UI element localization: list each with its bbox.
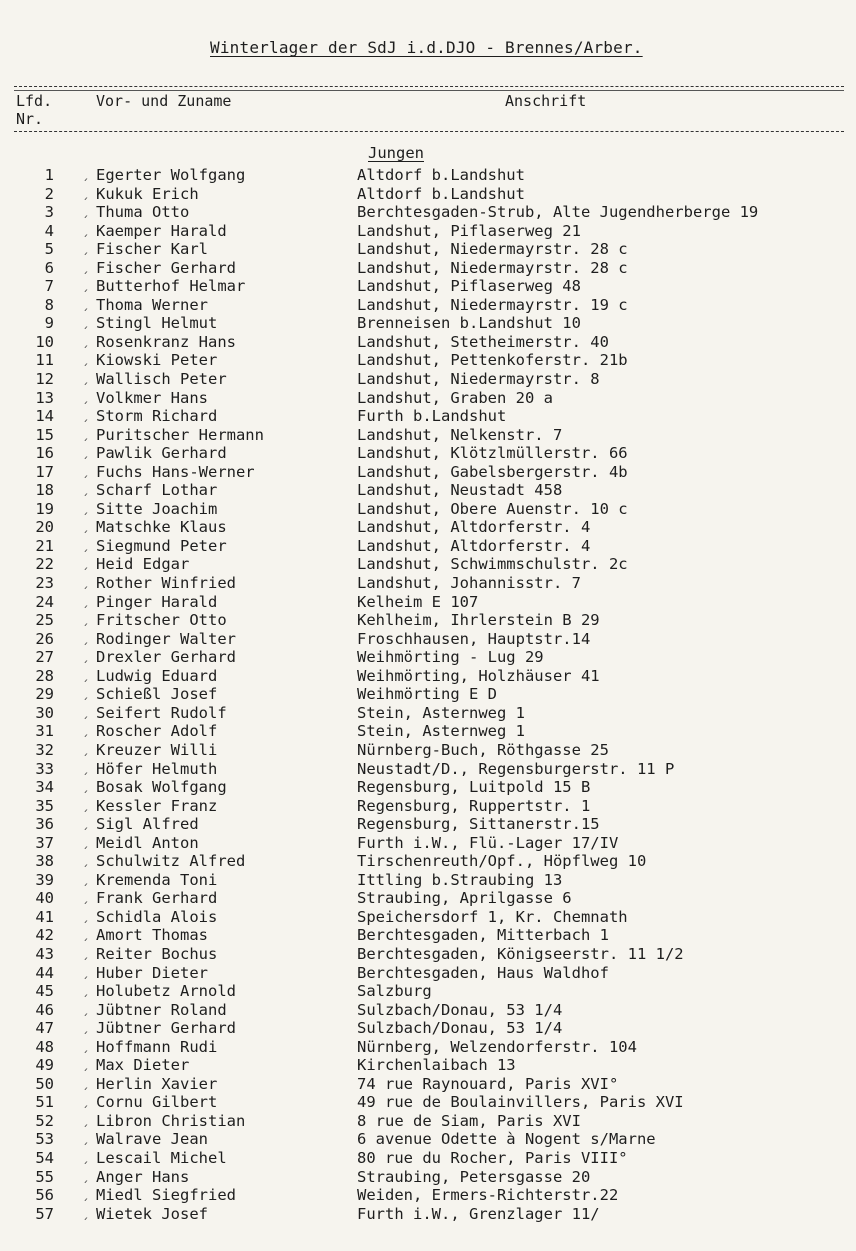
- row-number: 11: [35, 351, 54, 370]
- list-item: [0, 593, 856, 612]
- row-number: 3: [44, 203, 54, 222]
- handwritten-tick-icon: ˏ: [82, 852, 90, 868]
- list-item: [0, 834, 856, 853]
- list-item: [0, 1075, 856, 1094]
- row-number: 37: [35, 833, 54, 852]
- handwritten-tick-icon: ˏ: [82, 574, 90, 590]
- handwritten-tick-icon: ˏ: [82, 963, 90, 979]
- row-address: Berchtesgaden, Königseerstr. 11 1/2: [357, 944, 684, 963]
- row-address: Tirschenreuth/Opf., Höpflweg 10: [357, 852, 647, 871]
- roster-list: [0, 166, 856, 1223]
- handwritten-tick-icon: ˏ: [82, 462, 90, 478]
- row-name: Fuchs Hans-Werner: [96, 462, 255, 481]
- row-number: 6: [44, 258, 54, 277]
- row-address: Speichersdorf 1, Kr. Chemnath: [357, 907, 628, 926]
- row-name: Kukuk Erich: [96, 184, 199, 203]
- row-address: 80 rue du Rocher, Paris VIII°: [357, 1148, 628, 1167]
- row-address: Berchtesgaden, Mitterbach 1: [357, 926, 609, 945]
- list-item: [0, 222, 856, 241]
- row-number: 52: [35, 1111, 54, 1130]
- list-item: [0, 1168, 856, 1187]
- handwritten-tick-icon: ˏ: [82, 1019, 90, 1035]
- handwritten-tick-icon: ˏ: [82, 277, 90, 293]
- handwritten-tick-icon: ˏ: [82, 722, 90, 738]
- list-item: [0, 1130, 856, 1149]
- list-item: [0, 1205, 856, 1224]
- row-name: Frank Gerhard: [96, 889, 218, 908]
- row-number: 23: [35, 574, 54, 593]
- row-number: 8: [44, 295, 54, 314]
- row-address: Weiden, Ermers-Richterstr.22: [357, 1186, 619, 1205]
- handwritten-tick-icon: ˏ: [82, 592, 90, 608]
- row-name: Anger Hans: [96, 1167, 190, 1186]
- row-address: Altdorf b.Landshut: [357, 166, 525, 184]
- row-address: Froschhausen, Hauptstr.14: [357, 629, 591, 648]
- row-number: 43: [35, 944, 54, 963]
- row-number: 34: [35, 778, 54, 797]
- row-name: Walrave Jean: [96, 1130, 208, 1149]
- row-address: Landshut, Stetheimerstr. 40: [357, 332, 609, 351]
- row-name: Sigl Alfred: [96, 815, 199, 834]
- row-number: 30: [35, 703, 54, 722]
- row-number: 38: [35, 852, 54, 871]
- row-number: 56: [35, 1186, 54, 1205]
- handwritten-tick-icon: ˏ: [82, 889, 90, 905]
- row-name: Meidl Anton: [96, 833, 199, 852]
- row-name: Seifert Rudolf: [96, 703, 227, 722]
- handwritten-tick-icon: ˏ: [82, 1074, 90, 1090]
- list-item: [0, 185, 856, 204]
- row-name: Thoma Werner: [96, 295, 208, 314]
- row-number: 50: [35, 1074, 54, 1093]
- list-item: [0, 685, 856, 704]
- row-number: 13: [35, 388, 54, 407]
- list-item: [0, 1001, 856, 1020]
- row-name: Egerter Wolfgang: [96, 166, 246, 184]
- row-address: Kehlheim, Ihrlerstein B 29: [357, 611, 600, 630]
- row-number: 17: [35, 462, 54, 481]
- handwritten-tick-icon: ˏ: [82, 629, 90, 645]
- row-number: 40: [35, 889, 54, 908]
- list-item: [0, 871, 856, 890]
- row-number: 21: [35, 536, 54, 555]
- row-address: Landshut, Nelkenstr. 7: [357, 425, 563, 444]
- list-item: [0, 203, 856, 222]
- row-address: Landshut, Niedermayrstr. 28 c: [357, 258, 628, 277]
- list-item: [0, 648, 856, 667]
- list-item: [0, 314, 856, 333]
- row-address: 49 rue de Boulainvillers, Paris XVI: [357, 1093, 684, 1112]
- handwritten-tick-icon: ˏ: [82, 796, 90, 812]
- handwritten-tick-icon: ˏ: [82, 351, 90, 367]
- row-name: Amort Thomas: [96, 926, 208, 945]
- row-name: Roscher Adolf: [96, 722, 218, 741]
- row-name: Rodinger Walter: [96, 629, 236, 648]
- row-address: Weihmörting - Lug 29: [357, 648, 544, 667]
- row-number: 35: [35, 796, 54, 815]
- list-item: [0, 889, 856, 908]
- row-number: 22: [35, 555, 54, 574]
- row-address: Landshut, Piflaserweg 48: [357, 277, 581, 296]
- row-address: Landshut, Pettenkoferstr. 21b: [357, 351, 628, 370]
- row-number: 5: [44, 240, 54, 259]
- list-item: [0, 982, 856, 1001]
- row-name: Ludwig Eduard: [96, 666, 218, 685]
- list-item: [0, 1093, 856, 1112]
- list-item: [0, 1186, 856, 1205]
- row-address: Kelheim E 107: [357, 592, 479, 611]
- row-address: Salzburg: [357, 982, 432, 1001]
- header-rule-top: [14, 86, 844, 87]
- row-address: Nürnberg-Buch, Röthgasse 25: [357, 740, 609, 759]
- row-name: Drexler Gerhard: [96, 648, 236, 667]
- list-item: [0, 370, 856, 389]
- list-item: [0, 1019, 856, 1038]
- handwritten-tick-icon: ˏ: [82, 370, 90, 386]
- row-address: Landshut, Johannisstr. 7: [357, 574, 581, 593]
- handwritten-tick-icon: ˏ: [82, 314, 90, 330]
- row-name: Schulwitz Alfred: [96, 852, 246, 871]
- row-number: 12: [35, 370, 54, 389]
- row-number: 16: [35, 444, 54, 463]
- row-address: 74 rue Raynouard, Paris XVI°: [357, 1074, 619, 1093]
- row-name: Cornu Gilbert: [96, 1093, 218, 1112]
- row-name: Butterhof Helmar: [96, 277, 246, 296]
- handwritten-tick-icon: ˏ: [82, 1111, 90, 1127]
- handwritten-tick-icon: ˏ: [82, 1167, 90, 1183]
- row-name: Fischer Karl: [96, 240, 208, 259]
- row-address: Landshut, Niedermayrstr. 28 c: [357, 240, 628, 259]
- row-number: 19: [35, 499, 54, 518]
- row-name: Holubetz Arnold: [96, 982, 236, 1001]
- list-item: [0, 964, 856, 983]
- row-address: Landshut, Neustadt 458: [357, 481, 563, 500]
- row-address: Landshut, Gabelsbergerstr. 4b: [357, 462, 628, 481]
- handwritten-tick-icon: ˏ: [82, 295, 90, 311]
- list-item: [0, 555, 856, 574]
- row-number: 15: [35, 425, 54, 444]
- list-item: [0, 574, 856, 593]
- handwritten-tick-icon: ˏ: [82, 240, 90, 256]
- row-address: Landshut, Klötzlmüllerstr. 66: [357, 444, 628, 463]
- row-name: Puritscher Hermann: [96, 425, 264, 444]
- row-number: 29: [35, 685, 54, 704]
- list-item: [0, 1149, 856, 1168]
- row-number: 10: [35, 332, 54, 351]
- column-header-nr: Nr.: [16, 110, 44, 128]
- handwritten-tick-icon: ˏ: [82, 1037, 90, 1053]
- row-number: 39: [35, 870, 54, 889]
- row-name: Wallisch Peter: [96, 370, 227, 389]
- row-number: 57: [35, 1204, 54, 1223]
- header-rule-bottom: [14, 131, 844, 132]
- handwritten-tick-icon: ˏ: [82, 759, 90, 775]
- row-address: Furth b.Landshut: [357, 407, 507, 426]
- row-address: Landshut, Schwimmschulstr. 2c: [357, 555, 628, 574]
- row-number: 2: [44, 184, 54, 203]
- row-address: Berchtesgaden-Strub, Alte Jugendherberge 19: [357, 203, 759, 222]
- row-name: Fischer Gerhard: [96, 258, 236, 277]
- list-item: [0, 518, 856, 537]
- row-address: Furth i.W., Flü.-Lager 17/IV: [357, 833, 619, 852]
- row-name: Kiowski Peter: [96, 351, 218, 370]
- handwritten-tick-icon: ˏ: [82, 1093, 90, 1109]
- list-item: [0, 741, 856, 760]
- handwritten-tick-icon: ˏ: [82, 778, 90, 794]
- row-name: Huber Dieter: [96, 963, 208, 982]
- list-item: [0, 908, 856, 927]
- row-name: Pawlik Gerhard: [96, 444, 227, 463]
- row-address: Straubing, Aprilgasse 6: [357, 889, 572, 908]
- row-number: 25: [35, 611, 54, 630]
- row-number: 31: [35, 722, 54, 741]
- row-name: Hoffmann Rudi: [96, 1037, 218, 1056]
- row-address: Weihmörting E D: [357, 685, 497, 704]
- row-number: 48: [35, 1037, 54, 1056]
- handwritten-tick-icon: ˏ: [82, 203, 90, 219]
- row-number: 9: [44, 314, 54, 333]
- list-item: [0, 667, 856, 686]
- row-name: Stingl Helmut: [96, 314, 218, 333]
- row-name: Höfer Helmuth: [96, 759, 218, 778]
- row-number: 20: [35, 518, 54, 537]
- list-item: [0, 778, 856, 797]
- handwritten-tick-icon: ˏ: [82, 1056, 90, 1072]
- handwritten-tick-icon: ˏ: [82, 982, 90, 998]
- list-item: [0, 407, 856, 426]
- handwritten-tick-icon: ˏ: [82, 518, 90, 534]
- row-name: Volkmer Hans: [96, 388, 208, 407]
- row-number: 49: [35, 1056, 54, 1075]
- handwritten-tick-icon: ˏ: [82, 166, 90, 181]
- row-address: Regensburg, Sittanerstr.15: [357, 815, 600, 834]
- row-number: 51: [35, 1093, 54, 1112]
- list-item: [0, 426, 856, 445]
- list-item: [0, 815, 856, 834]
- handwritten-tick-icon: ˏ: [82, 833, 90, 849]
- row-name: Jübtner Roland: [96, 1000, 227, 1019]
- row-address: Landshut, Niedermayrstr. 19 c: [357, 295, 628, 314]
- row-name: Bosak Wolfgang: [96, 778, 227, 797]
- row-name: Kreuzer Willi: [96, 740, 218, 759]
- list-item: [0, 481, 856, 500]
- handwritten-tick-icon: ˏ: [82, 740, 90, 756]
- handwritten-tick-icon: ˏ: [82, 332, 90, 348]
- row-address: Regensburg, Luitpold 15 B: [357, 778, 591, 797]
- row-address: Stein, Asternweg 1: [357, 722, 525, 741]
- list-item: [0, 760, 856, 779]
- row-number: 42: [35, 926, 54, 945]
- row-address: Straubing, Petersgasse 20: [357, 1167, 591, 1186]
- row-address: Berchtesgaden, Haus Waldhof: [357, 963, 609, 982]
- handwritten-tick-icon: ˏ: [82, 815, 90, 831]
- row-name: Fritscher Otto: [96, 611, 227, 630]
- list-item: [0, 1112, 856, 1131]
- handwritten-tick-icon: ˏ: [82, 499, 90, 515]
- row-address: Brenneisen b.Landshut 10: [357, 314, 581, 333]
- row-name: Kaemper Harald: [96, 221, 227, 240]
- row-name: Kremenda Toni: [96, 870, 218, 889]
- row-number: 46: [35, 1000, 54, 1019]
- row-name: Max Dieter: [96, 1056, 190, 1075]
- handwritten-tick-icon: ˏ: [82, 1000, 90, 1016]
- row-address: 8 rue de Siam, Paris XVI: [357, 1111, 581, 1130]
- row-number: 14: [35, 407, 54, 426]
- row-name: Rosenkranz Hans: [96, 332, 236, 351]
- row-number: 1: [44, 166, 54, 184]
- row-number: 45: [35, 982, 54, 1001]
- row-name: Siegmund Peter: [96, 536, 227, 555]
- row-address: Altdorf b.Landshut: [357, 184, 525, 203]
- row-number: 7: [44, 277, 54, 296]
- list-item: [0, 333, 856, 352]
- row-name: Schidla Alois: [96, 907, 218, 926]
- row-number: 53: [35, 1130, 54, 1149]
- row-number: 44: [35, 963, 54, 982]
- list-item: [0, 852, 856, 871]
- row-number: 47: [35, 1019, 54, 1038]
- list-item: [0, 1056, 856, 1075]
- row-number: 36: [35, 815, 54, 834]
- row-name: Storm Richard: [96, 407, 218, 426]
- handwritten-tick-icon: ˏ: [82, 407, 90, 423]
- row-number: 4: [44, 221, 54, 240]
- row-name: Sitte Joachim: [96, 499, 218, 518]
- row-number: 26: [35, 629, 54, 648]
- list-item: [0, 611, 856, 630]
- row-name: Wietek Josef: [96, 1204, 208, 1223]
- row-address: Landshut, Altdorferstr. 4: [357, 518, 591, 537]
- list-item: [0, 704, 856, 723]
- row-name: Reiter Bochus: [96, 944, 218, 963]
- row-name: Lescail Michel: [96, 1148, 227, 1167]
- list-item: [0, 389, 856, 408]
- handwritten-tick-icon: ˏ: [82, 907, 90, 923]
- handwritten-tick-icon: ˏ: [82, 555, 90, 571]
- handwritten-tick-icon: ˏ: [82, 611, 90, 627]
- row-name: Jübtner Gerhard: [96, 1019, 236, 1038]
- row-address: Sulzbach/Donau, 53 1/4: [357, 1019, 563, 1038]
- row-address: Stein, Asternweg 1: [357, 703, 525, 722]
- handwritten-tick-icon: ˏ: [82, 666, 90, 682]
- row-address: Regensburg, Ruppertstr. 1: [357, 796, 591, 815]
- list-item: [0, 537, 856, 556]
- document-title: Winterlager der SdJ i.d.DJO - Brennes/Arber.: [210, 38, 643, 57]
- column-header-name: Vor- und Zuname: [96, 92, 232, 110]
- handwritten-tick-icon: ˏ: [82, 648, 90, 664]
- handwritten-tick-icon: ˏ: [82, 536, 90, 552]
- list-item: [0, 945, 856, 964]
- handwritten-tick-icon: ˏ: [82, 703, 90, 719]
- handwritten-tick-icon: ˏ: [82, 184, 90, 200]
- header-rule-top-solid: [14, 90, 844, 91]
- row-number: 18: [35, 481, 54, 500]
- column-header-lfd: Lfd.: [16, 92, 53, 110]
- row-number: 24: [35, 592, 54, 611]
- list-item: [0, 926, 856, 945]
- handwritten-tick-icon: ˏ: [82, 258, 90, 274]
- row-name: Herlin Xavier: [96, 1074, 218, 1093]
- handwritten-tick-icon: ˏ: [82, 425, 90, 441]
- row-address: Landshut, Graben 20 a: [357, 388, 553, 407]
- row-address: Neustadt/D., Regensburgerstr. 11 P: [357, 759, 675, 778]
- row-address: Furth i.W., Grenzlager 11/: [357, 1204, 600, 1223]
- row-address: Weihmörting, Holzhäuser 41: [357, 666, 600, 685]
- handwritten-tick-icon: ˏ: [82, 685, 90, 701]
- row-name: Rother Winfried: [96, 574, 236, 593]
- row-address: Ittling b.Straubing 13: [357, 870, 563, 889]
- list-item: [0, 277, 856, 296]
- list-item: [0, 722, 856, 741]
- list-item: [0, 259, 856, 278]
- column-header-address: Anschrift: [505, 92, 587, 110]
- row-number: 54: [35, 1148, 54, 1167]
- row-address: Landshut, Piflaserweg 21: [357, 221, 581, 240]
- row-address: Landshut, Altdorferstr. 4: [357, 536, 591, 555]
- row-name: Thuma Otto: [96, 203, 190, 222]
- list-item: [0, 500, 856, 519]
- handwritten-tick-icon: ˏ: [82, 870, 90, 886]
- handwritten-tick-icon: ˏ: [82, 926, 90, 942]
- row-address: Sulzbach/Donau, 53 1/4: [357, 1000, 563, 1019]
- row-name: Libron Christian: [96, 1111, 246, 1130]
- handwritten-tick-icon: ˏ: [82, 481, 90, 497]
- row-name: Schießl Josef: [96, 685, 218, 704]
- row-name: Matschke Klaus: [96, 518, 227, 537]
- section-heading: Jungen: [368, 144, 424, 162]
- handwritten-tick-icon: ˏ: [82, 444, 90, 460]
- handwritten-tick-icon: ˏ: [82, 1148, 90, 1164]
- row-address: Landshut, Obere Auenstr. 10 c: [357, 499, 628, 518]
- row-number: 33: [35, 759, 54, 778]
- list-item: [0, 1038, 856, 1057]
- list-item: [0, 797, 856, 816]
- list-item: [0, 296, 856, 315]
- row-name: Miedl Siegfried: [96, 1186, 236, 1205]
- row-number: 27: [35, 648, 54, 667]
- row-name: Heid Edgar: [96, 555, 190, 574]
- handwritten-tick-icon: ˏ: [82, 221, 90, 237]
- row-address: Landshut, Niedermayrstr. 8: [357, 370, 600, 389]
- list-item: [0, 444, 856, 463]
- handwritten-tick-icon: ˏ: [82, 944, 90, 960]
- list-item: [0, 166, 856, 185]
- row-name: Kessler Franz: [96, 796, 218, 815]
- row-number: 41: [35, 907, 54, 926]
- list-item: [0, 463, 856, 482]
- list-item: [0, 240, 856, 259]
- row-number: 28: [35, 666, 54, 685]
- handwritten-tick-icon: ˏ: [82, 1130, 90, 1146]
- row-address: Nürnberg, Welzendorferstr. 104: [357, 1037, 637, 1056]
- row-number: 55: [35, 1167, 54, 1186]
- list-item: [0, 351, 856, 370]
- handwritten-tick-icon: ˏ: [82, 1186, 90, 1202]
- row-number: 32: [35, 740, 54, 759]
- row-address: 6 avenue Odette à Nogent s/Marne: [357, 1130, 656, 1149]
- handwritten-tick-icon: ˏ: [82, 1204, 90, 1220]
- list-item: [0, 630, 856, 649]
- row-name: Scharf Lothar: [96, 481, 218, 500]
- row-name: Pinger Harald: [96, 592, 218, 611]
- row-address: Kirchenlaibach 13: [357, 1056, 516, 1075]
- handwritten-tick-icon: ˏ: [82, 388, 90, 404]
